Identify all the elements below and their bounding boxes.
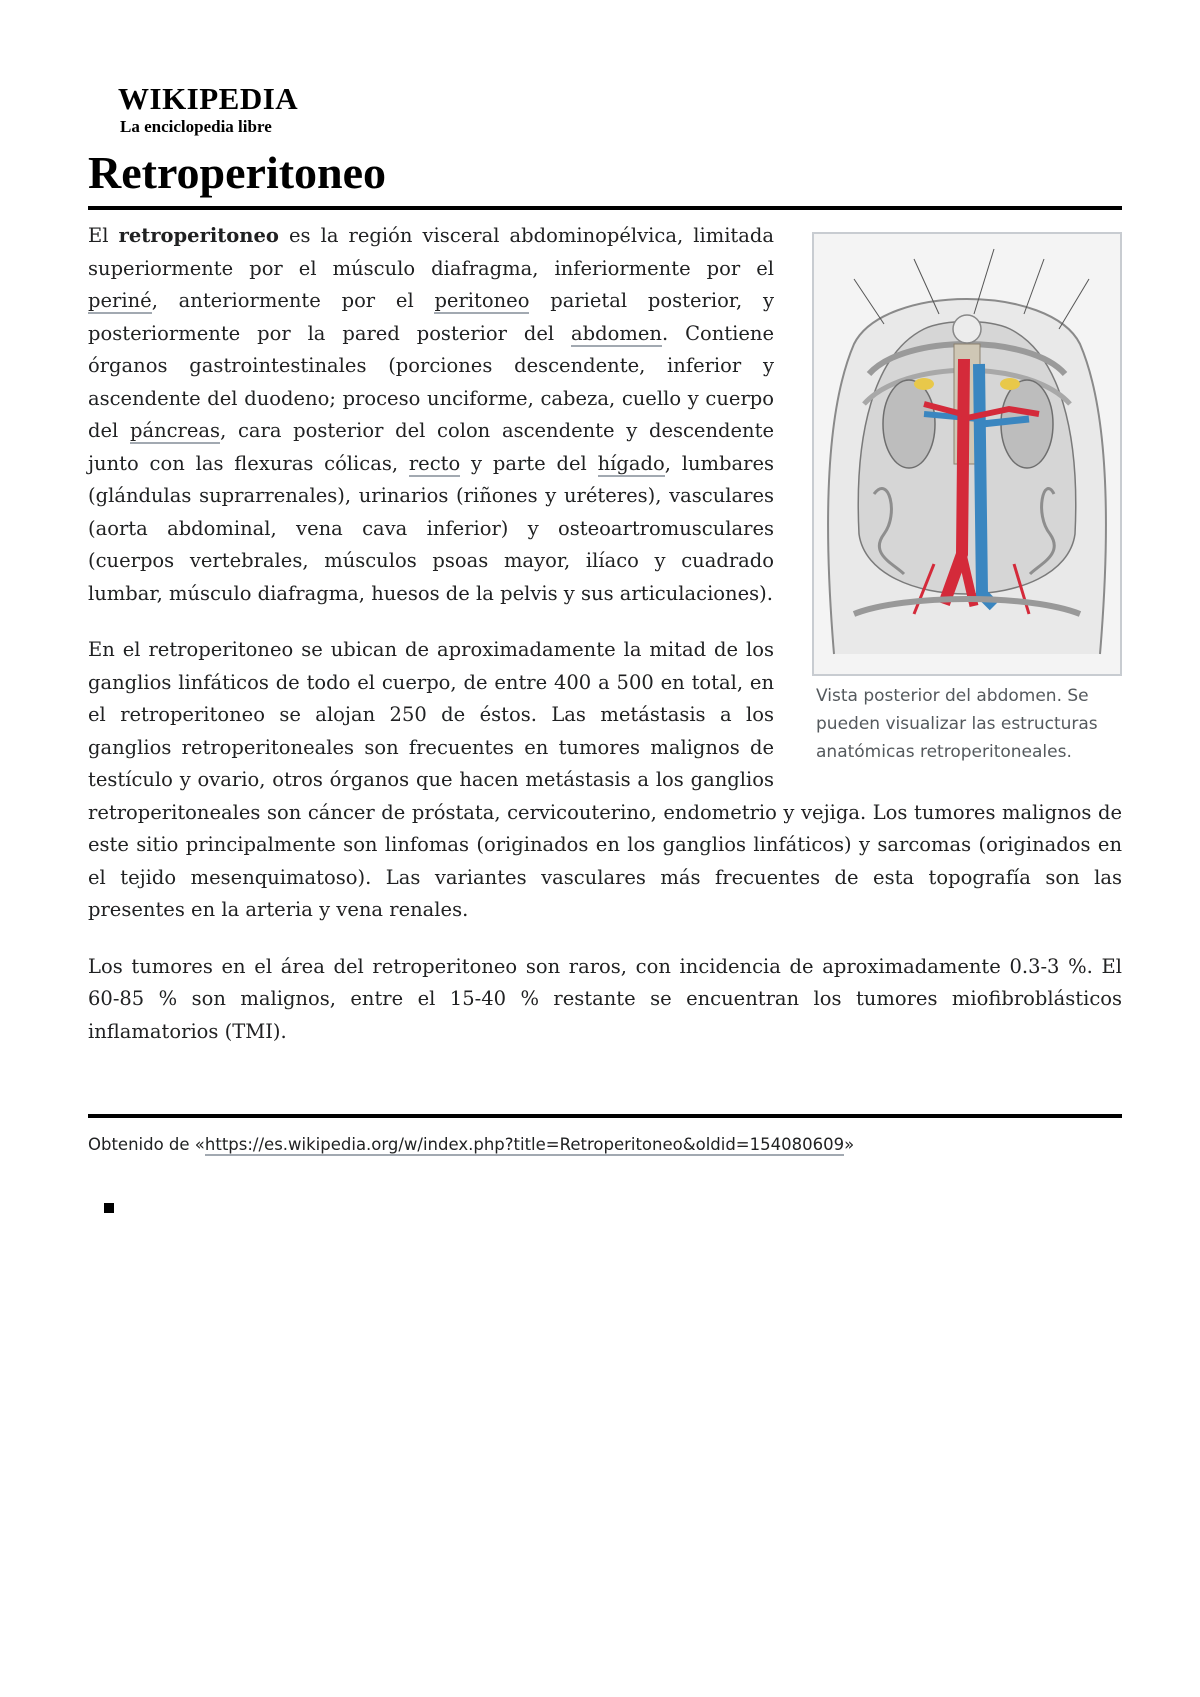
page-title: Retroperitoneo xyxy=(88,147,387,198)
footer-suffix: » xyxy=(844,1135,855,1154)
paragraph-2: En el retroperitoneo se ubican de aproximadamente la mitad de los ganglios linfáticos de todo el cuerpo, de entre 400 a 500 en total, en el retroperitoneo se alojan 250 de éstos. Las metástasis a los ganglios retroperitoneales son frecuentes en tumores malignos de testículo y ovario, otros órganos que hacen metástasis a los ganglios retroperitoneales son cáncer de próstata, cervicouterino, endometrio y vejiga. Los tumores malignos de este sitio principalmente son linfomas (originados en los ganglios linfáticos) y sarcomas (originados en el tejido mesenquimatoso). Las variantes vasculares más frecuentes de esta topografía son las presentes en la arteria y vena renales. xyxy=(88,638,1122,921)
text-run: . Contiene órganos gastrointestinales (porciones descendente, inferior y ascendente del duodeno; proceso unciforme, cabeza, cuello y cuerpo del xyxy=(88,321,774,442)
text-run: es la región visceral abdominopélvica, limitada superiormente por el músculo diafragma, inferiormente por el xyxy=(88,224,775,280)
abdomen-illustration[interactable] xyxy=(812,232,1122,676)
link-pancreas[interactable]: páncreas xyxy=(129,419,221,442)
footer-prefix: Obtenido de « xyxy=(88,1135,205,1154)
text-run: , lumbares (glándulas suprarrenales), urinarios (riñones y uréteres), vasculares (aorta abdominal, vena cava inferior) y osteoartromusculares (cuerpos vertebrales, músculos psoas mayor, ilíaco y cuadrado lumbar, músculo diafragma, huesos de la pelvis y sus articulaciones). xyxy=(88,451,774,605)
wikipedia-logo[interactable] xyxy=(118,82,338,136)
text-run: El xyxy=(88,224,119,247)
logo-tagline: La enciclopedia libre xyxy=(120,117,272,136)
figure-caption: Vista posterior del abdomen. Se pueden visualizar las estructuras anatómicas retroperitoneales. xyxy=(816,686,1098,762)
source-link[interactable]: https://es.wikipedia.org/w/index.php?title=Retroperitoneo&oldid=154080609 xyxy=(204,1135,845,1154)
link-perine[interactable]: periné xyxy=(88,289,152,312)
article-body xyxy=(88,220,1122,1072)
link-higado[interactable]: hígado xyxy=(597,451,665,475)
source-footer xyxy=(88,1132,854,1158)
link-peritoneo[interactable]: peritoneo xyxy=(434,289,530,312)
logo-wordmark: WIKIPEDIA xyxy=(118,81,299,116)
link-recto[interactable]: recto xyxy=(408,451,461,475)
link-abdomen[interactable]: abdomen xyxy=(571,321,662,345)
figure xyxy=(812,232,1122,766)
paragraph-3: Los tumores en el área del retroperitoneo son raros, con incidencia de aproximadamente 0.3-3 %. El 60-85 % son malignos, entre el 15-40 % restante se encuentran los tumores miofibroblásticos inflamatorios (TMI). xyxy=(88,954,1122,1043)
title-divider xyxy=(88,206,1122,210)
list-bullet xyxy=(104,1203,114,1213)
text-run: parietal posterior, y posteriormente por la pared posterior del xyxy=(88,289,774,345)
text-run: , cara posterior del colon ascendente y descendente junto con las flexuras cólicas, xyxy=(88,419,774,475)
text-run: y parte del xyxy=(460,451,598,475)
footer-divider xyxy=(88,1114,1122,1118)
bold-term: retroperitoneo xyxy=(118,224,279,247)
text-run: , anteriormente por el xyxy=(151,289,435,312)
